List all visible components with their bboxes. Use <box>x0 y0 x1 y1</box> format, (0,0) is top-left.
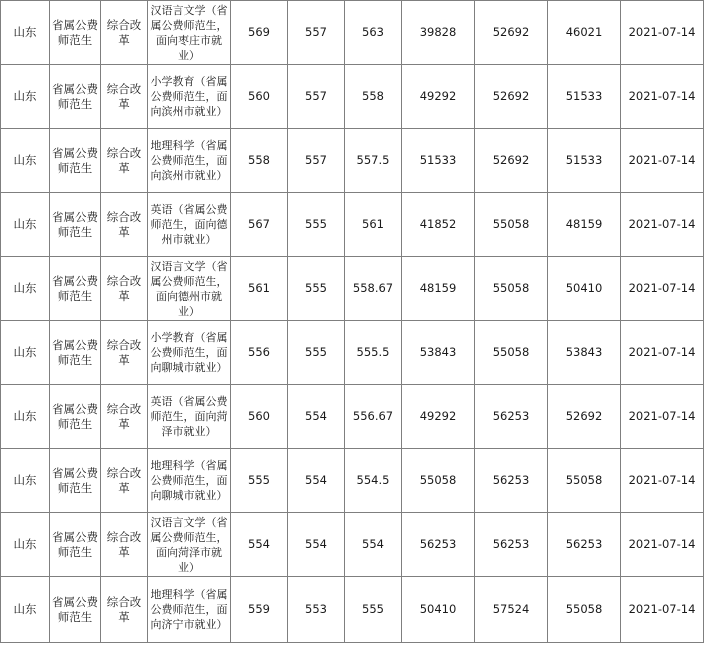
max-rank-cell: 41852 <box>402 193 475 257</box>
student-type-cell: 省属公费师范生 <box>50 449 101 513</box>
min-score-cell: 557 <box>288 129 345 193</box>
min-rank-cell: 52692 <box>475 1 548 65</box>
avg-score-cell: 556.67 <box>345 385 402 449</box>
max-score-cell: 561 <box>231 257 288 321</box>
table-row <box>1 257 704 321</box>
province-cell: 山东 <box>1 513 50 577</box>
student-type-cell: 省属公费师范生 <box>50 193 101 257</box>
max-score-cell: 567 <box>231 193 288 257</box>
avg-score-cell: 561 <box>345 193 402 257</box>
table-row <box>1 129 704 193</box>
major-cell: 英语（省属公费师范生，面向菏泽市就业） <box>148 385 231 449</box>
date-cell: 2021-07-14 <box>621 577 704 643</box>
max-score-cell: 559 <box>231 577 288 643</box>
min-score-cell: 555 <box>288 321 345 385</box>
min-rank-cell: 55058 <box>475 321 548 385</box>
major-cell: 地理科学（省属公费师范生，面向济宁市就业） <box>148 577 231 643</box>
max-score-cell: 560 <box>231 65 288 129</box>
avg-rank-cell: 52692 <box>548 385 621 449</box>
table-row <box>1 577 704 643</box>
avg-score-cell: 563 <box>345 1 402 65</box>
min-rank-cell: 52692 <box>475 65 548 129</box>
max-rank-cell: 55058 <box>402 449 475 513</box>
min-rank-cell: 55058 <box>475 193 548 257</box>
max-score-cell: 558 <box>231 129 288 193</box>
date-cell: 2021-07-14 <box>621 385 704 449</box>
major-cell: 汉语言文学（省属公费师范生，面向枣庄市就业） <box>148 1 231 65</box>
avg-score-cell: 555 <box>345 577 402 643</box>
major-cell: 地理科学（省属公费师范生，面向滨州市就业） <box>148 129 231 193</box>
date-cell: 2021-07-14 <box>621 193 704 257</box>
max-rank-cell: 49292 <box>402 65 475 129</box>
table-row <box>1 513 704 577</box>
avg-score-cell: 555.5 <box>345 321 402 385</box>
max-score-cell: 554 <box>231 513 288 577</box>
date-cell: 2021-07-14 <box>621 321 704 385</box>
date-cell: 2021-07-14 <box>621 449 704 513</box>
table-row <box>1 321 704 385</box>
province-cell: 山东 <box>1 1 50 65</box>
major-cell: 英语（省属公费师范生，面向德州市就业） <box>148 193 231 257</box>
avg-rank-cell: 51533 <box>548 129 621 193</box>
student-type-cell: 省属公费师范生 <box>50 129 101 193</box>
batch-cell: 综合改革 <box>101 513 148 577</box>
batch-cell: 综合改革 <box>101 321 148 385</box>
province-cell: 山东 <box>1 577 50 643</box>
province-cell: 山东 <box>1 449 50 513</box>
max-rank-cell: 51533 <box>402 129 475 193</box>
major-cell: 汉语言文学（省属公费师范生，面向菏泽市就业） <box>148 513 231 577</box>
batch-cell: 综合改革 <box>101 577 148 643</box>
max-rank-cell: 53843 <box>402 321 475 385</box>
province-cell: 山东 <box>1 257 50 321</box>
table-row <box>1 193 704 257</box>
max-score-cell: 560 <box>231 385 288 449</box>
avg-score-cell: 554.5 <box>345 449 402 513</box>
student-type-cell: 省属公费师范生 <box>50 385 101 449</box>
min-rank-cell: 57524 <box>475 577 548 643</box>
max-rank-cell: 56253 <box>402 513 475 577</box>
avg-rank-cell: 46021 <box>548 1 621 65</box>
province-cell: 山东 <box>1 385 50 449</box>
max-rank-cell: 49292 <box>402 385 475 449</box>
date-cell: 2021-07-14 <box>621 129 704 193</box>
min-rank-cell: 55058 <box>475 257 548 321</box>
max-score-cell: 569 <box>231 1 288 65</box>
avg-rank-cell: 55058 <box>548 449 621 513</box>
max-rank-cell: 48159 <box>402 257 475 321</box>
student-type-cell: 省属公费师范生 <box>50 321 101 385</box>
student-type-cell: 省属公费师范生 <box>50 257 101 321</box>
major-cell: 地理科学（省属公费师范生，面向聊城市就业） <box>148 449 231 513</box>
avg-rank-cell: 53843 <box>548 321 621 385</box>
student-type-cell: 省属公费师范生 <box>50 1 101 65</box>
avg-rank-cell: 51533 <box>548 65 621 129</box>
avg-rank-cell: 56253 <box>548 513 621 577</box>
date-cell: 2021-07-14 <box>621 257 704 321</box>
table-row <box>1 65 704 129</box>
province-cell: 山东 <box>1 193 50 257</box>
min-score-cell: 553 <box>288 577 345 643</box>
avg-rank-cell: 50410 <box>548 257 621 321</box>
major-cell: 小学教育（省属公费师范生，面向滨州市就业） <box>148 65 231 129</box>
table-body <box>1 1 704 643</box>
date-cell: 2021-07-14 <box>621 513 704 577</box>
batch-cell: 综合改革 <box>101 449 148 513</box>
province-cell: 山东 <box>1 65 50 129</box>
table-row <box>1 1 704 65</box>
min-score-cell: 554 <box>288 513 345 577</box>
avg-rank-cell: 55058 <box>548 577 621 643</box>
avg-rank-cell: 48159 <box>548 193 621 257</box>
date-cell: 2021-07-14 <box>621 1 704 65</box>
avg-score-cell: 558.67 <box>345 257 402 321</box>
province-cell: 山东 <box>1 321 50 385</box>
min-score-cell: 554 <box>288 385 345 449</box>
avg-score-cell: 554 <box>345 513 402 577</box>
major-cell: 汉语言文学（省属公费师范生，面向德州市就业） <box>148 257 231 321</box>
table-row <box>1 449 704 513</box>
min-rank-cell: 56253 <box>475 385 548 449</box>
batch-cell: 综合改革 <box>101 1 148 65</box>
max-rank-cell: 50410 <box>402 577 475 643</box>
batch-cell: 综合改革 <box>101 257 148 321</box>
batch-cell: 综合改革 <box>101 193 148 257</box>
student-type-cell: 省属公费师范生 <box>50 577 101 643</box>
max-rank-cell: 39828 <box>402 1 475 65</box>
max-score-cell: 556 <box>231 321 288 385</box>
major-cell: 小学教育（省属公费师范生，面向聊城市就业） <box>148 321 231 385</box>
batch-cell: 综合改革 <box>101 65 148 129</box>
avg-score-cell: 557.5 <box>345 129 402 193</box>
student-type-cell: 省属公费师范生 <box>50 513 101 577</box>
student-type-cell: 省属公费师范生 <box>50 65 101 129</box>
batch-cell: 综合改革 <box>101 385 148 449</box>
min-score-cell: 557 <box>288 65 345 129</box>
date-cell: 2021-07-14 <box>621 65 704 129</box>
min-rank-cell: 52692 <box>475 129 548 193</box>
min-rank-cell: 56253 <box>475 449 548 513</box>
max-score-cell: 555 <box>231 449 288 513</box>
min-score-cell: 555 <box>288 257 345 321</box>
min-score-cell: 557 <box>288 1 345 65</box>
min-score-cell: 554 <box>288 449 345 513</box>
min-rank-cell: 56253 <box>475 513 548 577</box>
avg-score-cell: 558 <box>345 65 402 129</box>
batch-cell: 综合改革 <box>101 129 148 193</box>
min-score-cell: 555 <box>288 193 345 257</box>
table-row <box>1 385 704 449</box>
province-cell: 山东 <box>1 129 50 193</box>
